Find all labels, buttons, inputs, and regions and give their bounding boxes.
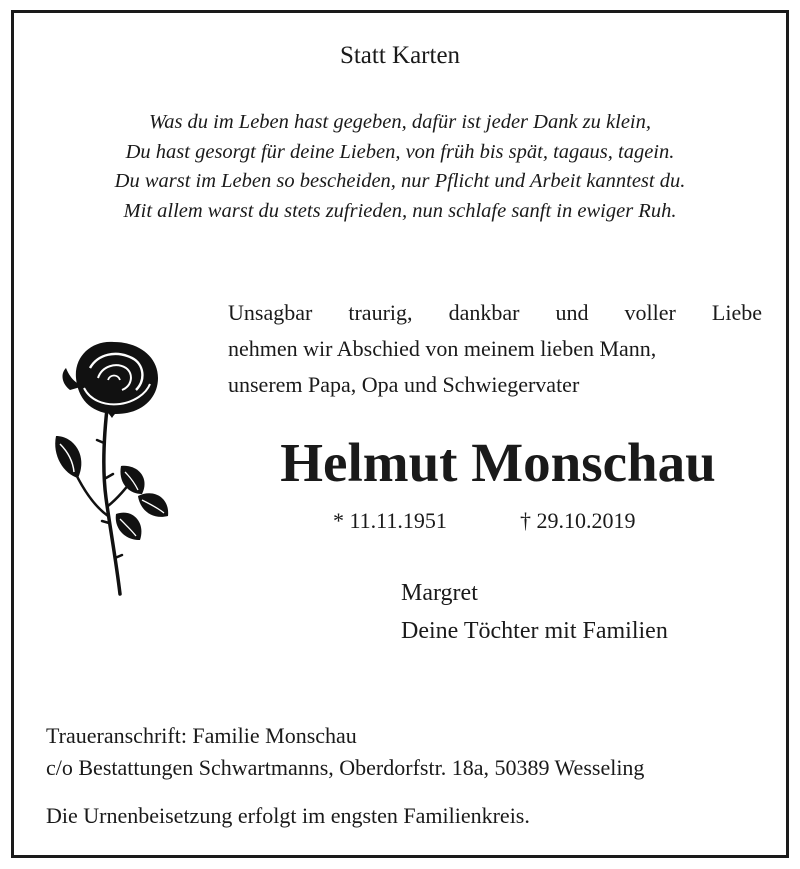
- deceased-name: Helmut Monschau: [280, 432, 716, 493]
- notice-header: Statt Karten: [339, 42, 461, 69]
- address-line: c/o Bestattungen Schwartmanns, Oberdorfstr. 18a, 50389 Wesseling: [46, 755, 645, 780]
- address-line: Traueranschrift: Familie Monschau: [46, 723, 357, 748]
- burial-note: Die Urnenbeisetzung erfolgt im engsten Familienkreis.: [46, 803, 530, 828]
- rose-icon: [46, 338, 176, 600]
- death-date: † 29.10.2019: [520, 508, 636, 533]
- announcement-line: unserem Papa, Opa und Schwiegervater: [228, 372, 580, 397]
- memorial-poem: [0, 108, 800, 226]
- mourner-line: Deine Töchter mit Familien: [401, 618, 668, 644]
- mourners: [401, 574, 668, 650]
- poem-line: Du hast gesorgt für deine Lieben, von früh bis spät, tagaus, tagein.: [125, 140, 675, 163]
- announcement-line: Unsagbar traurig, dankbar und voller Liebe: [228, 300, 762, 325]
- announcement-text: [228, 295, 762, 403]
- mourning-address: [46, 720, 644, 784]
- poem-line: Du warst im Leben so bescheiden, nur Pflicht und Arbeit kanntest du.: [114, 170, 686, 192]
- birth-date: * 11.11.1951: [333, 508, 447, 533]
- poem-line: Mit allem warst du stets zufrieden, nun schlafe sanft in ewiger Ruh.: [123, 199, 677, 222]
- poem-line: Was du im Leben hast gegeben, dafür ist jeder Dank zu klein,: [149, 111, 651, 133]
- announcement-line: nehmen wir Abschied von meinem lieben Mann,: [228, 336, 657, 361]
- mourner-line: Margret: [401, 580, 478, 606]
